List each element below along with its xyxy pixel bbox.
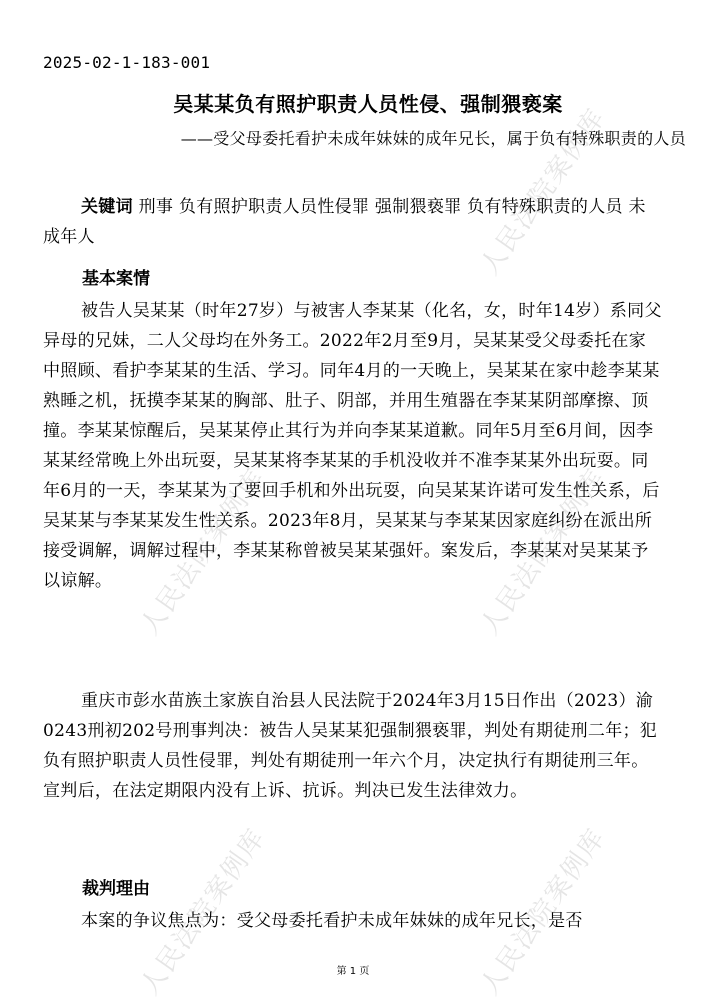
- reason-paragraph-1: 本案的争议焦点为：受父母委托看护未成年妹妹的成年兄长，是否: [81, 911, 583, 931]
- watermark: 人民法院案例库: [474, 462, 612, 641]
- watermark: 人民法院案例库: [474, 822, 612, 1001]
- keywords-text: 刑事 负有照护职责人员性侵罪 强制猥亵罪 负有特殊职责的人员 未成年人: [43, 197, 646, 247]
- case-number: 2025-02-1-183-001: [43, 53, 211, 72]
- document-subtitle: ——受父母委托看护未成年妹妹的成年兄长，属于负有特殊职责的人员: [180, 129, 686, 148]
- section-heading-reason: 裁判理由: [82, 879, 150, 899]
- keywords: [43, 192, 663, 252]
- document-title: 吴某某负有照护职责人员性侵、强制猥亵案: [173, 92, 563, 116]
- watermark: 人民法院案例库: [134, 462, 272, 641]
- basic-facts-paragraph-1: 被告人吴某某（时年27岁）与被害人李某某（化名，女，时年14岁）系同父异母的兄妹，二人父母均在外务工。2022年2月至9月，吴某某受父母委托在家中照顾、看护李某某的生活、学习。同年4月的一天晚上，吴某某在家中趁李某某熟睡之机，抚摸李某某的胸部、肚子、阴部，并用生殖器在李某某阴部摩擦、顶撞。李某某惊醒后，吴某某停止其行为并向李某某道歉。同年5月至6月间，因李某某经常晚上外出玩耍，吴某某将李某某的手机没收并不准李某某外出玩耍。同年6月的一天，李某某为了要回手机和外出玩耍，向吴某某许诺可发生性关系，后吴某某与李某某发生性关系。2023年8月，吴某某与李某某因家庭纠纷在派出所接受调解，调解过程中，李某某称曾被吴某某强奸。案发后，李某某对吴某某予以谅解。: [43, 301, 662, 591]
- section-heading-basic: 基本案情: [82, 269, 150, 289]
- watermark: 人民法院案例库: [474, 102, 612, 281]
- keywords-label: 关键词: [81, 197, 133, 217]
- basic-facts-paragraph-2: 重庆市彭水苗族土家族自治县人民法院于2024年3月15日作出（2023）渝0243刑初202号刑事判决：被告人吴某某犯强制猥亵罪，判处有期徒刑二年；犯负有照护职责人员性侵罪，判处有期徒刑一年六个月，决定执行有期徒刑三年。宣判后，在法定期限内没有上诉、抗诉。判决已发生法律效力。: [43, 691, 658, 801]
- page-number: 第 1 页: [336, 966, 370, 977]
- watermark: 人民法院案例库: [134, 822, 272, 1001]
